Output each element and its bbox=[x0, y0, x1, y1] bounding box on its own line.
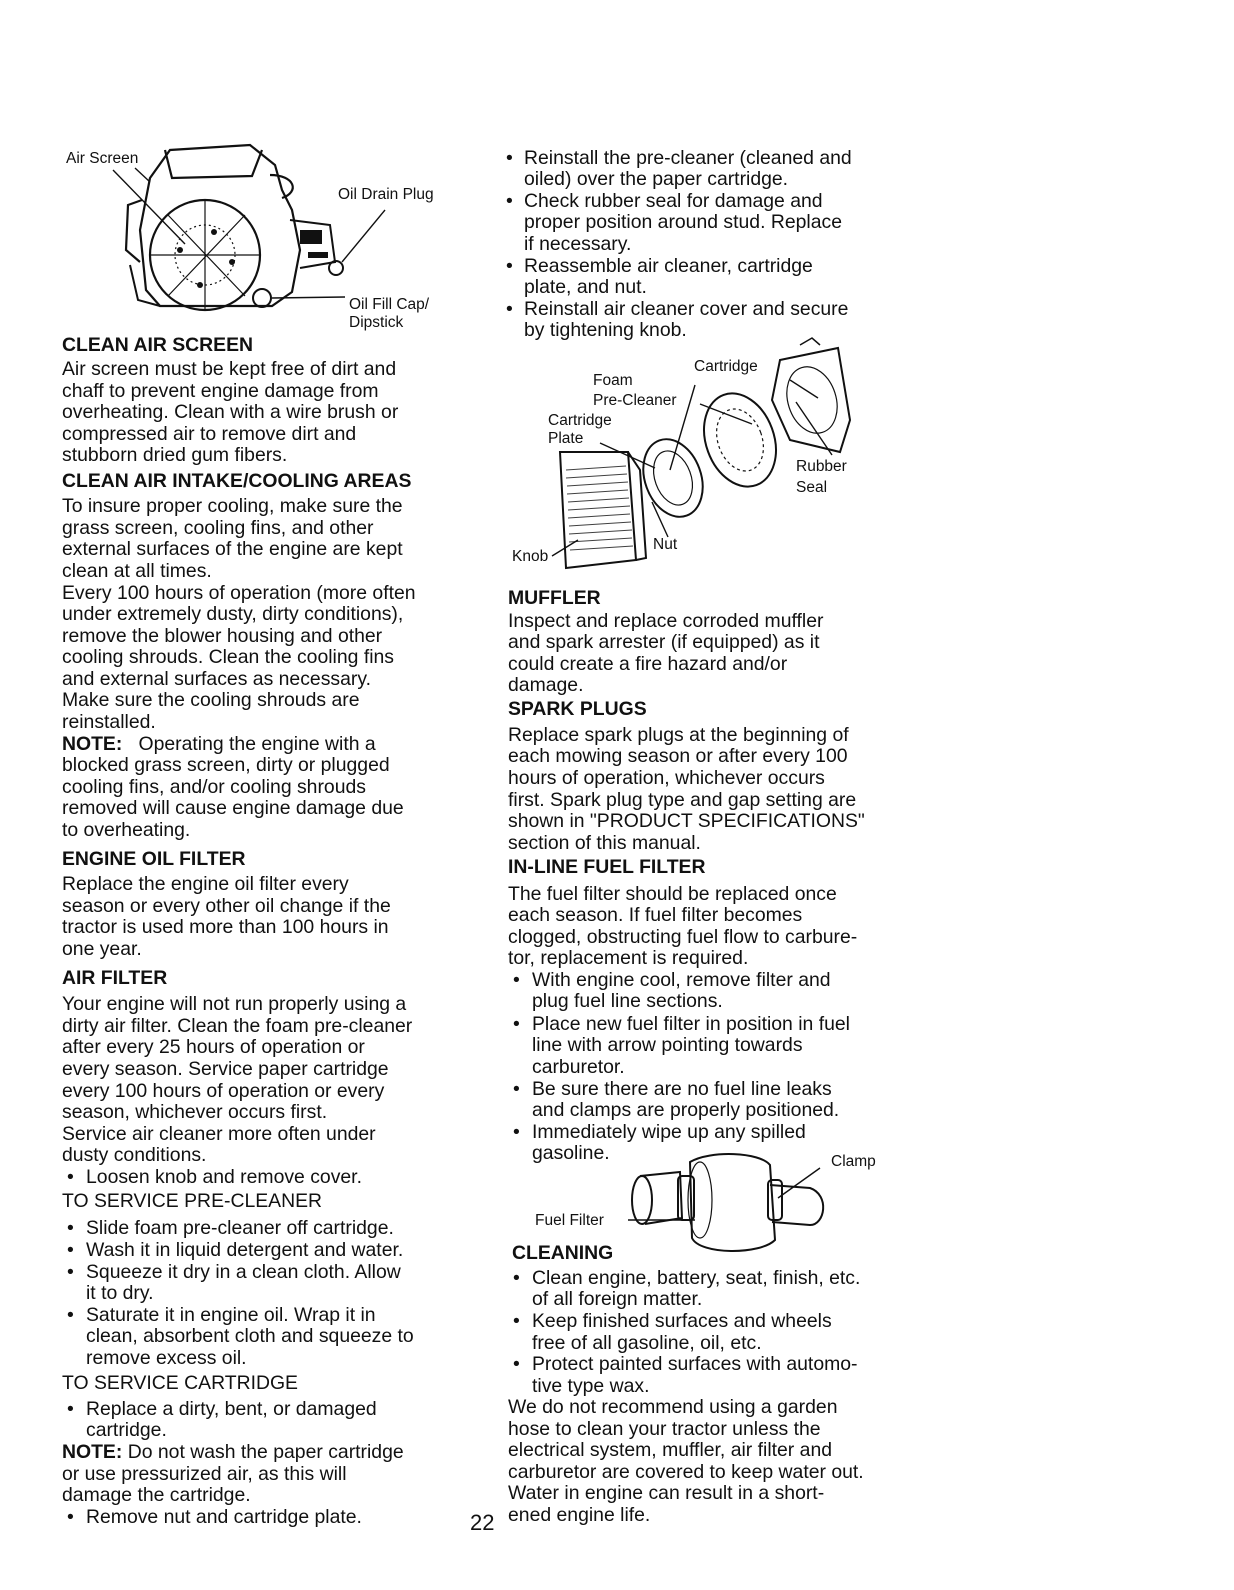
bullet-continuation: oiled) over the paper cartridge. bbox=[524, 168, 789, 190]
para-line: tractor is used more than 100 hours in bbox=[62, 916, 389, 938]
bullet-reassemble: • Reassemble air cleaner, cartridge bbox=[502, 256, 813, 277]
bullet-precleaner: • Slide foam pre-cleaner off cartridge. bbox=[62, 1218, 394, 1239]
para-line: every 100 hours of operation or every bbox=[62, 1080, 385, 1102]
heading-air-filter: AIR FILTER bbox=[62, 967, 168, 989]
para-line: Your engine will not run properly using a bbox=[62, 993, 407, 1015]
para-line: Air screen must be kept free of dirt and bbox=[62, 358, 397, 380]
bullet-continuation: if necessary. bbox=[524, 233, 632, 255]
note-text: Operating the engine with a bbox=[138, 733, 376, 755]
para-line: Replace spark plugs at the beginning of bbox=[508, 724, 849, 746]
para-line: dusty conditions. bbox=[62, 1144, 207, 1166]
bullet-fuel-filter: • With engine cool, remove filter and bbox=[508, 970, 831, 991]
para-line: Inspect and replace corroded muffler bbox=[508, 610, 824, 632]
bullet-fuel-filter: • Place new fuel filter in position in fuel bbox=[508, 1014, 850, 1035]
label-cartridge-plate-1: Cartridge bbox=[548, 412, 612, 429]
para-line: damage the cartridge. bbox=[62, 1484, 251, 1506]
heading-clean-intake: CLEAN AIR INTAKE/COOLING AREAS bbox=[62, 470, 412, 492]
bullet-continuation: it to dry. bbox=[86, 1282, 154, 1304]
label-rubber-seal-2: Seal bbox=[796, 479, 828, 496]
bullet-continuation: and clamps are properly positioned. bbox=[532, 1099, 840, 1121]
label-rubber-seal-1: Rubber bbox=[796, 458, 847, 475]
page-number: 22 bbox=[470, 1510, 495, 1535]
para-line: Water in engine can result in a short- bbox=[508, 1482, 825, 1504]
bullet-continuation: plug fuel line sections. bbox=[532, 990, 723, 1012]
para-line: first. Spark plug type and gap setting are bbox=[508, 789, 857, 811]
bullet-reinstall-cover: • Reinstall air cleaner cover and secure bbox=[502, 299, 848, 320]
label-knob: Knob bbox=[512, 548, 549, 565]
para-line: external surfaces of the engine are kept bbox=[62, 538, 403, 560]
bullet-cleaning: • Clean engine, battery, seat, finish, etc. bbox=[508, 1268, 860, 1289]
para-line: could create a fire hazard and/or bbox=[508, 653, 788, 675]
para-line: grass screen, cooling fins, and other bbox=[62, 517, 374, 539]
para-line: season or every other oil change if the bbox=[62, 895, 391, 917]
bullet-continuation: clean, absorbent cloth and squeeze to bbox=[86, 1325, 414, 1347]
bullet-loosen-knob: • Loosen knob and remove cover. bbox=[62, 1167, 362, 1188]
para-line: removed will cause engine damage due bbox=[62, 797, 404, 819]
para-line: shown in "PRODUCT SPECIFICATIONS" bbox=[508, 810, 865, 832]
label-cartridge: Cartridge bbox=[694, 358, 758, 375]
note-label: NOTE: bbox=[62, 733, 123, 755]
bullet-cartridge: • Replace a dirty, bent, or damaged bbox=[62, 1399, 377, 1420]
bullet-cartridge: • Remove nut and cartridge plate. bbox=[62, 1507, 362, 1528]
para-line: Replace the engine oil filter every bbox=[62, 873, 349, 895]
note-line bbox=[62, 1442, 404, 1463]
bullet-continuation: by tightening knob. bbox=[524, 319, 687, 341]
para-line: ened engine life. bbox=[508, 1504, 651, 1526]
label-nut: Nut bbox=[653, 536, 678, 553]
para-line: compressed air to remove dirt and bbox=[62, 423, 357, 445]
para-line: Every 100 hours of operation (more often bbox=[62, 582, 416, 604]
para-line: and external surfaces as necessary. bbox=[62, 668, 371, 690]
bullet-check-seal: • Check rubber seal for damage and bbox=[502, 191, 823, 212]
label-oil-drain-plug: Oil Drain Plug bbox=[338, 186, 434, 203]
bullet-precleaner: • Wash it in liquid detergent and water. bbox=[62, 1240, 403, 1261]
bullet-fuel-filter: • Be sure there are no fuel line leaks bbox=[508, 1079, 832, 1100]
para-line: each season. If fuel filter becomes bbox=[508, 904, 803, 926]
label-foam: Foam bbox=[593, 372, 633, 389]
label-clamp: Clamp bbox=[831, 1153, 876, 1170]
oil-fill-cap-shape bbox=[253, 289, 271, 307]
bullet-continuation: of all foreign matter. bbox=[532, 1288, 703, 1310]
para-line: season, whichever occurs first. bbox=[62, 1101, 328, 1123]
bullet-cleaning: • Protect painted surfaces with automo- bbox=[508, 1354, 858, 1375]
note-line bbox=[62, 734, 376, 755]
para-line: To insure proper cooling, make sure the bbox=[62, 495, 403, 517]
para-line: section of this manual. bbox=[508, 832, 701, 854]
bullet-continuation: cartridge. bbox=[86, 1419, 167, 1441]
pre-cleaner-shape bbox=[692, 383, 789, 496]
cartridge-shape bbox=[772, 348, 850, 452]
bullet-continuation: free of all gasoline, oil, etc. bbox=[532, 1332, 762, 1354]
para-line: every season. Service paper cartridge bbox=[62, 1058, 389, 1080]
para-line: damage. bbox=[508, 674, 584, 696]
fuel-filter-illustration bbox=[0, 0, 1, 1]
para-line: overheating. Clean with a wire brush or bbox=[62, 401, 399, 423]
para-line: Make sure the cooling shrouds are bbox=[62, 689, 360, 711]
para-line: clean at all times. bbox=[62, 560, 212, 582]
subheading-pre-cleaner: TO SERVICE PRE-CLEANER bbox=[62, 1190, 323, 1212]
subheading-cartridge: TO SERVICE CARTRIDGE bbox=[62, 1372, 298, 1394]
label-cartridge-plate-2: Plate bbox=[548, 430, 584, 447]
bullet-precleaner: • Saturate it in engine oil. Wrap it in bbox=[62, 1305, 376, 1326]
heading-spark-plugs: SPARK PLUGS bbox=[508, 698, 647, 720]
para-line: chaff to prevent engine damage from bbox=[62, 380, 379, 402]
label-fuel-filter: Fuel Filter bbox=[535, 1212, 604, 1229]
heading-in-line-fuel-filter: IN-LINE FUEL FILTER bbox=[508, 856, 706, 878]
para-line: one year. bbox=[62, 938, 142, 960]
bullet-continuation: gasoline. bbox=[532, 1142, 610, 1164]
para-line: or use pressurized air, as this will bbox=[62, 1463, 347, 1485]
para-line: The fuel filter should be replaced once bbox=[508, 883, 837, 905]
bullet-precleaner: • Squeeze it dry in a clean cloth. Allow bbox=[62, 1262, 401, 1283]
para-line: hours of operation, whichever occurs bbox=[508, 767, 825, 789]
cartridge-plate-shape bbox=[633, 431, 713, 525]
para-line: blocked grass screen, dirty or plugged bbox=[62, 754, 390, 776]
para-line: cooling shrouds. Clean the cooling fins bbox=[62, 646, 394, 668]
heading-muffler: MUFFLER bbox=[508, 587, 601, 609]
note-text: Do not wash the paper cartridge bbox=[127, 1441, 404, 1463]
para-line: carburetor are covered to keep water out. bbox=[508, 1461, 864, 1483]
bullet-fuel-filter: • Immediately wipe up any spilled bbox=[508, 1122, 806, 1143]
label-air-screen: Air Screen bbox=[66, 150, 139, 167]
bullet-reinstall: • Reinstall the pre-cleaner (cleaned and bbox=[502, 148, 852, 169]
para-line: clogged, obstructing fuel flow to carbure- bbox=[508, 926, 858, 948]
bullet-continuation: tive type wax. bbox=[532, 1375, 650, 1397]
para-line: stubborn dried gum fibers. bbox=[62, 444, 288, 466]
para-line: each mowing season or after every 100 bbox=[508, 745, 848, 767]
label-oil-fill-cap: Oil Fill Cap/ bbox=[349, 296, 430, 313]
para-line: under extremely dusty, dirty conditions), bbox=[62, 603, 404, 625]
note-label: NOTE: bbox=[62, 1441, 123, 1463]
para-line: remove the blower housing and other bbox=[62, 625, 383, 647]
heading-cleaning: CLEANING bbox=[512, 1242, 614, 1264]
para-line: dirty air filter. Clean the foam pre-cleaner bbox=[62, 1015, 413, 1037]
para-line: hose to clean your tractor unless the bbox=[508, 1418, 821, 1440]
label-pre-cleaner: Pre-Cleaner bbox=[593, 392, 677, 409]
oil-drain-plug-shape bbox=[329, 261, 343, 275]
bullet-continuation: remove excess oil. bbox=[86, 1347, 247, 1369]
para-line: We do not recommend using a garden bbox=[508, 1396, 838, 1418]
bullet-continuation: carburetor. bbox=[532, 1056, 625, 1078]
bullet-continuation: plate, and nut. bbox=[524, 276, 647, 298]
para-line: reinstalled. bbox=[62, 711, 156, 733]
bullet-continuation: proper position around stud. Replace bbox=[524, 211, 842, 233]
para-line: after every 25 hours of operation or bbox=[62, 1036, 365, 1058]
bullet-cleaning: • Keep finished surfaces and wheels bbox=[508, 1311, 832, 1332]
para-line: electrical system, muffler, air filter and bbox=[508, 1439, 833, 1461]
para-line: cooling fins, and/or cooling shrouds bbox=[62, 776, 366, 798]
heading-clean-air-screen: CLEAN AIR SCREEN bbox=[62, 334, 254, 356]
para-line: tor, replacement is required. bbox=[508, 947, 749, 969]
bullet-continuation: line with arrow pointing towards bbox=[532, 1034, 803, 1056]
para-line: to overheating. bbox=[62, 819, 191, 841]
para-line: and spark arrester (if equipped) as it bbox=[508, 631, 820, 653]
engine-body bbox=[140, 145, 300, 306]
para-line: Service air cleaner more often under bbox=[62, 1123, 376, 1145]
label-dipstick: Dipstick bbox=[349, 314, 404, 331]
heading-engine-oil-filter: ENGINE OIL FILTER bbox=[62, 848, 246, 870]
